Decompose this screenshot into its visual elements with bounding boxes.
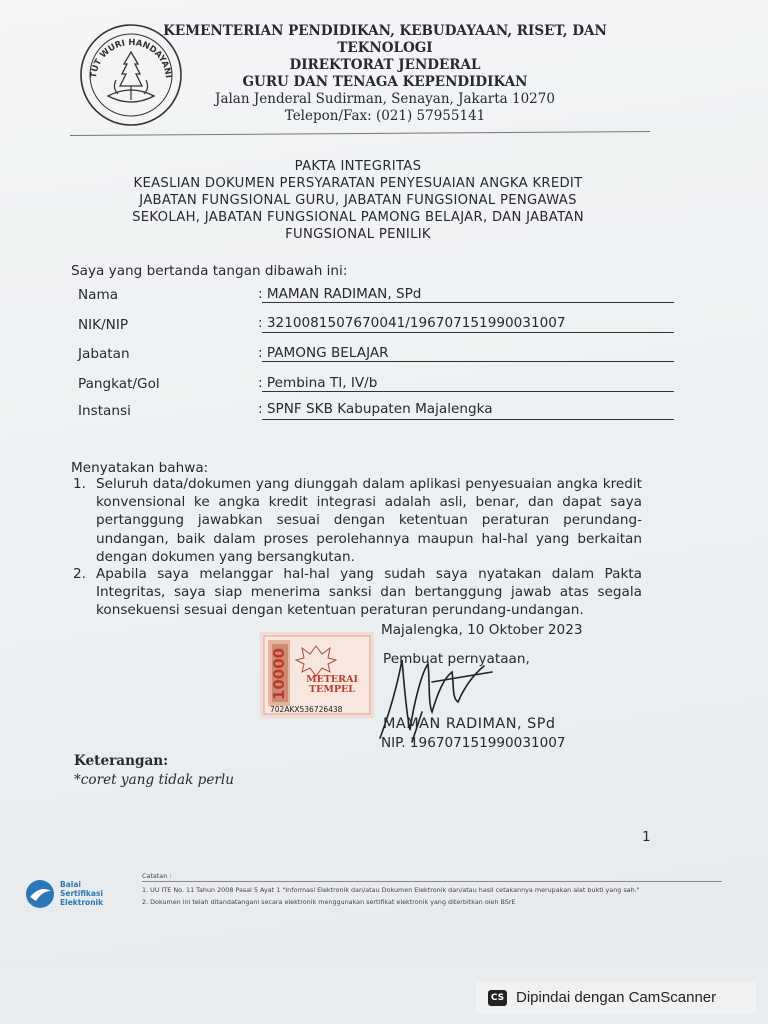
page-number: 1 — [642, 829, 651, 845]
letterhead-phone: Telepon/Fax: (021) 57955141 — [284, 108, 486, 124]
signer-role: Pembuat pernyataan, — [383, 651, 530, 667]
footer-divider — [142, 881, 722, 882]
statement-heading: Menyatakan bahwa: — [71, 460, 209, 476]
ministry-name-line1: KEMENTERIAN PENDIDIKAN, KEBUDAYAAN, RISET, DAN — [163, 23, 607, 39]
footer-note-1: 1. UU ITE No. 11 Tahun 2008 Pasal 5 Ayat 1 "Informasi Elektronik dan/atau Dokumen Elektronik dan/atau hasil cetakannya merupakan alat bukti yang sah." — [142, 886, 640, 894]
stamp-label-tempel: TEMPEL — [309, 684, 355, 695]
row-underline — [262, 419, 674, 420]
row-value: : PAMONG BELAJAR — [258, 345, 389, 361]
row-label: Pangkat/Gol — [78, 376, 160, 392]
signer-nip: NIP. 196707151990031007 — [381, 735, 566, 751]
ministry-name-line2: TEKNOLOGI — [337, 40, 433, 56]
item-number: 2. — [73, 566, 86, 582]
row-label: NIK/NIP — [78, 317, 129, 333]
document-subtitle-line3: SEKOLAH, JABATAN FUNGSIONAL PAMONG BELAJAR, DAN JABATAN — [132, 210, 584, 225]
row-underline — [262, 391, 674, 392]
directorate-name: GURU DAN TENAGA KEPENDIDIKAN — [242, 74, 528, 90]
stamp-label-meterai: METERAI — [306, 674, 358, 685]
letterhead-address: Jalan Jenderal Sudirman, Senayan, Jakarta 10270 — [215, 91, 555, 107]
item-number: 1. — [73, 476, 86, 492]
footer-note-2: 2. Dokumen ini telah ditandatangani secara elektronik menggunakan sertifikat elektronik yang diterbitkan oleh BSrE — [142, 898, 516, 906]
row-underline — [262, 302, 674, 303]
row-underline — [262, 361, 674, 362]
signer-name: MAMAN RADIMAN, SPd — [383, 716, 556, 732]
row-value: : SPNF SKB Kabupaten Majalengka — [258, 401, 493, 417]
bsre-logo-line3: Elektronik — [60, 898, 104, 907]
letterhead-divider — [70, 131, 650, 136]
row-value: : 3210081507670041/196707151990031007 — [258, 315, 566, 331]
directorate-line: DIREKTORAT JENDERAL — [289, 57, 481, 73]
remarks-note: *coret yang tidak perlu — [74, 772, 235, 788]
camscanner-watermark — [476, 982, 756, 1014]
statement-item-1: Seluruh data/dokumen yang diunggah dalam aplikasi penyesuaian angka kredit konvensional ke angka kredit integrasi adalah asli, benar, dan dapat saya pertanggung jawabkan sesuai dengan ketentuan peraturan perundang-undangan, baik dalam proses perolehannya maupun hal-hal yang berkaitan dengan dokumen yang bersangkutan. — [96, 476, 642, 565]
row-label: Instansi — [78, 403, 131, 419]
row-value: : MAMAN RADIMAN, SPd — [258, 286, 422, 302]
camscanner-label: Dipindai dengan CamScanner — [516, 989, 717, 1006]
footer-catatan-label: Catatan : — [142, 872, 172, 880]
document-title: PAKTA INTEGRITAS — [294, 159, 422, 174]
row-label: Nama — [78, 287, 119, 303]
place-date: Majalengka, 10 Oktober 2023 — [381, 622, 583, 638]
bsre-logo-line2: Sertifikasi — [60, 889, 103, 898]
stamp-serial: 702AKX536726438 — [270, 705, 343, 714]
intro-text: Saya yang bertanda tangan dibawah ini: — [71, 263, 348, 279]
stamp-denomination: 10000 — [270, 647, 288, 701]
document-subtitle-line4: FUNGSIONAL PENILIK — [285, 227, 431, 242]
document-subtitle-line1: KEASLIAN DOKUMEN PERSYARATAN PENYESUAIAN ANGKA KREDIT — [133, 176, 583, 191]
document-subtitle-line2: JABATAN FUNGSIONAL GURU, JABATAN FUNGSIONAL PENGAWAS — [139, 193, 577, 208]
row-value: : Pembina TI, IV/b — [258, 375, 378, 391]
statement-item-2: Apabila saya melanggar hal-hal yang sudah saya nyatakan dalam Pakta Integritas, saya siap menerima sanksi dan bertanggung jawab atas segala konsekuensi sesuai dengan ketentuan peraturan perundang-undangan. — [96, 566, 642, 619]
meterai-stamp — [260, 632, 374, 718]
bsre-logo — [24, 877, 124, 911]
camscanner-icon: CS — [488, 990, 507, 1006]
row-underline — [262, 332, 674, 333]
remarks-heading: Keterangan: — [74, 753, 169, 769]
bsre-logo-line1: Balai — [60, 880, 81, 889]
row-label: Jabatan — [78, 346, 130, 362]
seal-text: TUT WURI HANDAYANI — [88, 37, 173, 79]
